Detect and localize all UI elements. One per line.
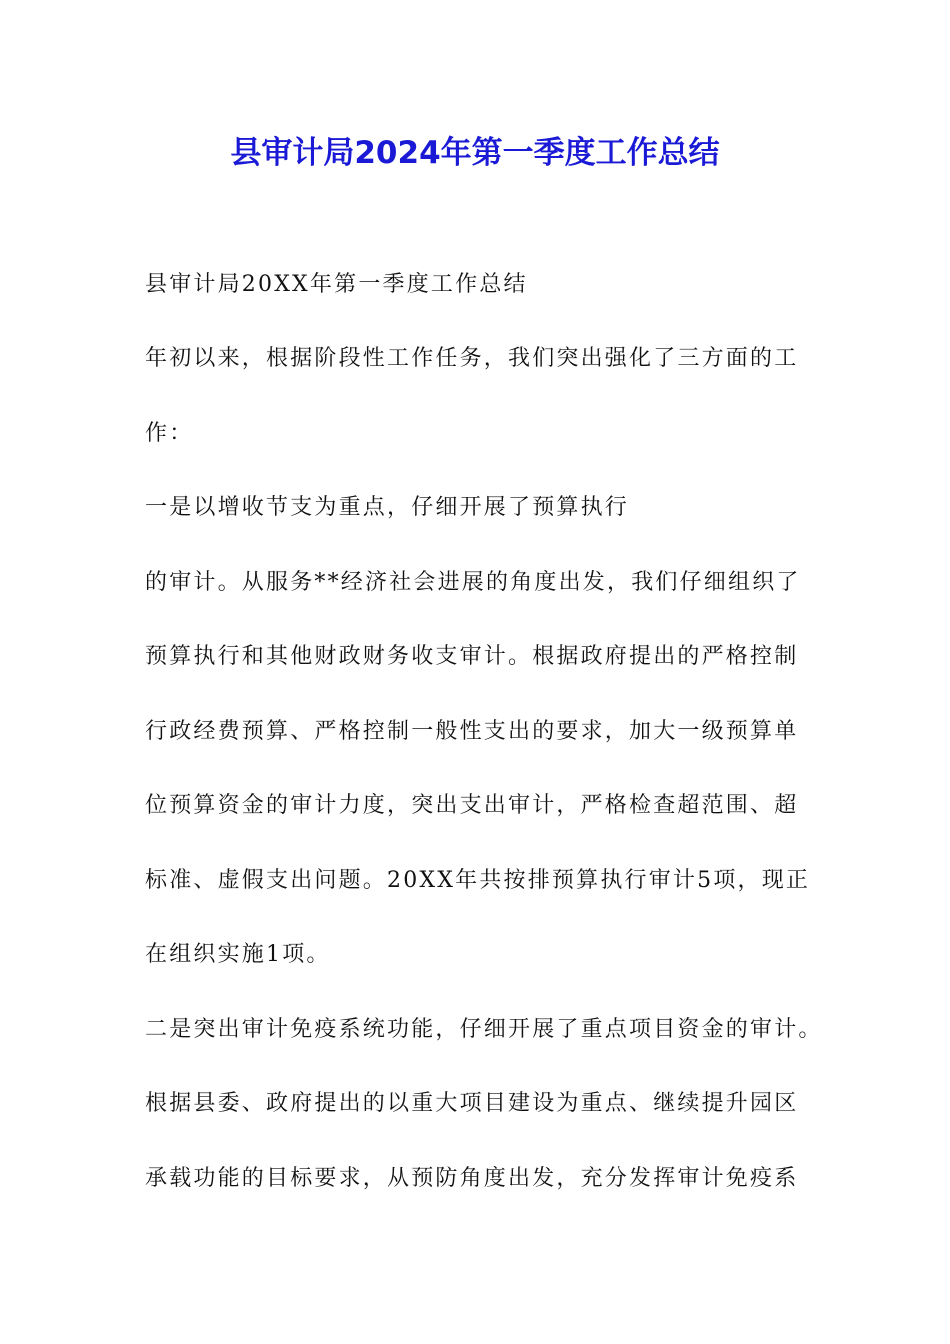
body-line: 标准、虚假支出问题。20XX年共按排预算执行审计5项，现正 [145, 868, 811, 893]
body-line: 年初以来，根据阶段性工作任务，我们突出强化了三方面的工 [145, 346, 799, 371]
body-line: 位预算资金的审计力度，突出支出审计，严格检查超范围、超 [145, 793, 799, 818]
body-line: 二是突出审计免疫系统功能，仔细开展了重点项目资金的审计。 [145, 1017, 823, 1042]
body-line: 行政经费预算、严格控制一般性支出的要求，加大一级预算单 [145, 719, 799, 744]
document-title: 县审计局2024年第一季度工作总结 [230, 135, 720, 171]
body-line: 在组织实施1项。 [145, 942, 331, 967]
body-line: 承载功能的目标要求，从预防角度出发，充分发挥审计免疫系 [145, 1166, 799, 1191]
body-line: 预算执行和其他财政财务收支审计。根据政府提出的严格控制 [145, 644, 799, 669]
body-line: 的审计。从服务**经济社会进展的角度出发，我们仔细组织了 [145, 570, 801, 595]
body-line: 根据县委、政府提出的以重大项目建设为重点、继续提升园区 [145, 1091, 799, 1116]
body-line: 作： [145, 421, 194, 446]
body-line: 县审计局20XX年第一季度工作总结 [145, 272, 528, 297]
body-line: 一是以增收节支为重点，仔细开展了预算执行 [145, 495, 630, 520]
